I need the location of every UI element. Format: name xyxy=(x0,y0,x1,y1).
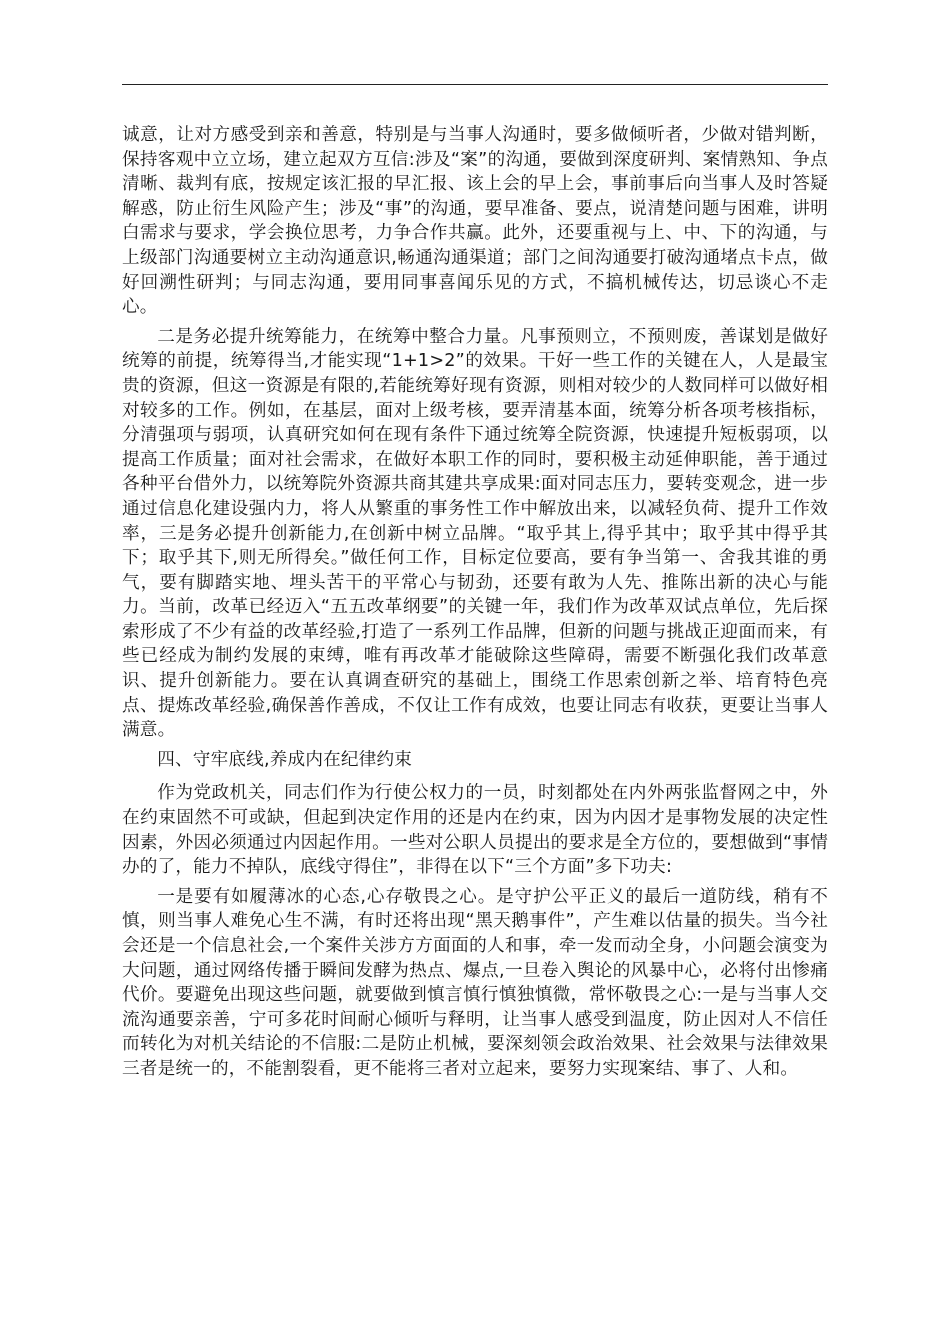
header-rule xyxy=(122,84,828,85)
section-heading-bottom-line: 四、守牢底线,养成内在纪律约束 xyxy=(157,749,413,770)
paragraph-reverence: 一是要有如履薄冰的心态,心存敬畏之心。是守护公平正义的最后一道防线，稍有不慎，则当事人难免心生不满，有时还将出现“黑天鹅事件”，产生难以估量的损失。当今社会还是一个信息社会,一个案件关涉方方面面的人和事，牵一发而动全身，小问题会演变为大问题，通过网络传播于瞬间发酵为热点、爆点,一旦卷入舆论的风暴中心，必将付出惨痛代价。要避免出现这些问题，就要做到慎言慎行慎独慎微，常怀敬畏之心:一是与当事人交流沟通要亲善，宁可多花时间耐心倾听与释明，让当事人感受到温度，防止因对人不信任而转化为对机关结论的不信服:二是防止机械，要深刻领会政治效果、社会效果与法律效果三者是统一的，不能割裂看，更不能将三者对立起来，要努力实现案结、事了、人和。 xyxy=(122,886,828,1079)
paragraph-coordination: 二是务必提升统筹能力，在统筹中整合力量。凡事预则立，不预则废，善谋划是做好统筹的前提，统筹得当,才能实现“1+1>2”的效果。干好一些工作的关键在人，人是最宝贵的资源，但这一资源是有限的,若能统筹好现有资源，则相对较少的人数同样可以做好相对较多的工作。例如，在基层，面对上级考核，要弄清基本面，统筹分析各项考核指标，分清强项与弱项，认真研究如何在现有条件下通过统筹全院资源，快速提升短板弱项，以提高工作质量；面对社会需求，在做好本职工作的同时，要积极主动延伸职能，善于通过各种平台借外力，以统筹院外资源共商其建共享成果:面对同志压力，要转变观念，进一步通过信息化建设强内力，将人从繁重的事务性工作中解放出来，以减轻负荷、提升工作效率，三是务必提升创新能力,在创新中树立品牌。“取乎其上,得乎其中；取乎其中得乎其下；取乎其下,则无所得矣。”做任何工作，目标定位要高，要有争当第一、舍我其谁的勇气，要有脚踏实地、埋头苦干的平常心与韧劲，还要有敢为人先、推陈出新的决心与能力。当前，改革已经迈入“五五改革纲要”的关键一年，我们作为改革双试点单位，先后探索形成了不少有益的改革经验,打造了一系列工作品牌，但新的问题与挑战正迎面而来，有些已经成为制约发展的束缚，唯有再改革才能破除这些障碍，需要不断强化我们改革意识、提升创新能力。要在认真调查研究的基础上，围绕工作思索创新之举、培育特色亮点、提炼改革经验,确保善作善成，不仅让工作有成效，也要让同志有收获，更要让当事人满意。 xyxy=(122,326,828,741)
document-body xyxy=(122,123,828,1087)
paragraph-internal-constraint: 作为党政机关，同志们作为行使公权力的一员，时刻都处在内外两张监督网之中，外在约束固然不可或缺，但起到决定作用的还是内在约束，因为内因才是事物发展的决定性因素，外因必须通过内因起作用。一些对公职人员提出的要求是全方位的，要想做到“事情办的了，能力不掉队，底线守得住”，非得在以下“三个方面”多下功夫: xyxy=(122,783,828,878)
paragraph-communication-continued: 诚意，让对方感受到亲和善意，特别是与当事人沟通时，要多做倾听者，少做对错判断，保持客观中立立场，建立起双方互信:涉及“案”的沟通，要做到深度研判、案情熟知、争点清晰、裁判有底，按规定该汇报的早汇报、该上会的早上会，事前事后向当事人及时答疑解惑，防止衍生风险产生；涉及“事”的沟通，要早准备、要点，说清楚问题与困难，讲明白需求与要求，学会换位思考，力争合作共赢。此外，还要重视与上、中、下的沟通，与上级部门沟通要树立主动沟通意识,畅通沟通渠道；部门之间沟通要打破沟通堵点卡点，做好回溯性研判；与同志沟通，要用同事喜闻乐见的方式，不搞机械传达，切忌谈心不走心。 xyxy=(122,125,828,318)
